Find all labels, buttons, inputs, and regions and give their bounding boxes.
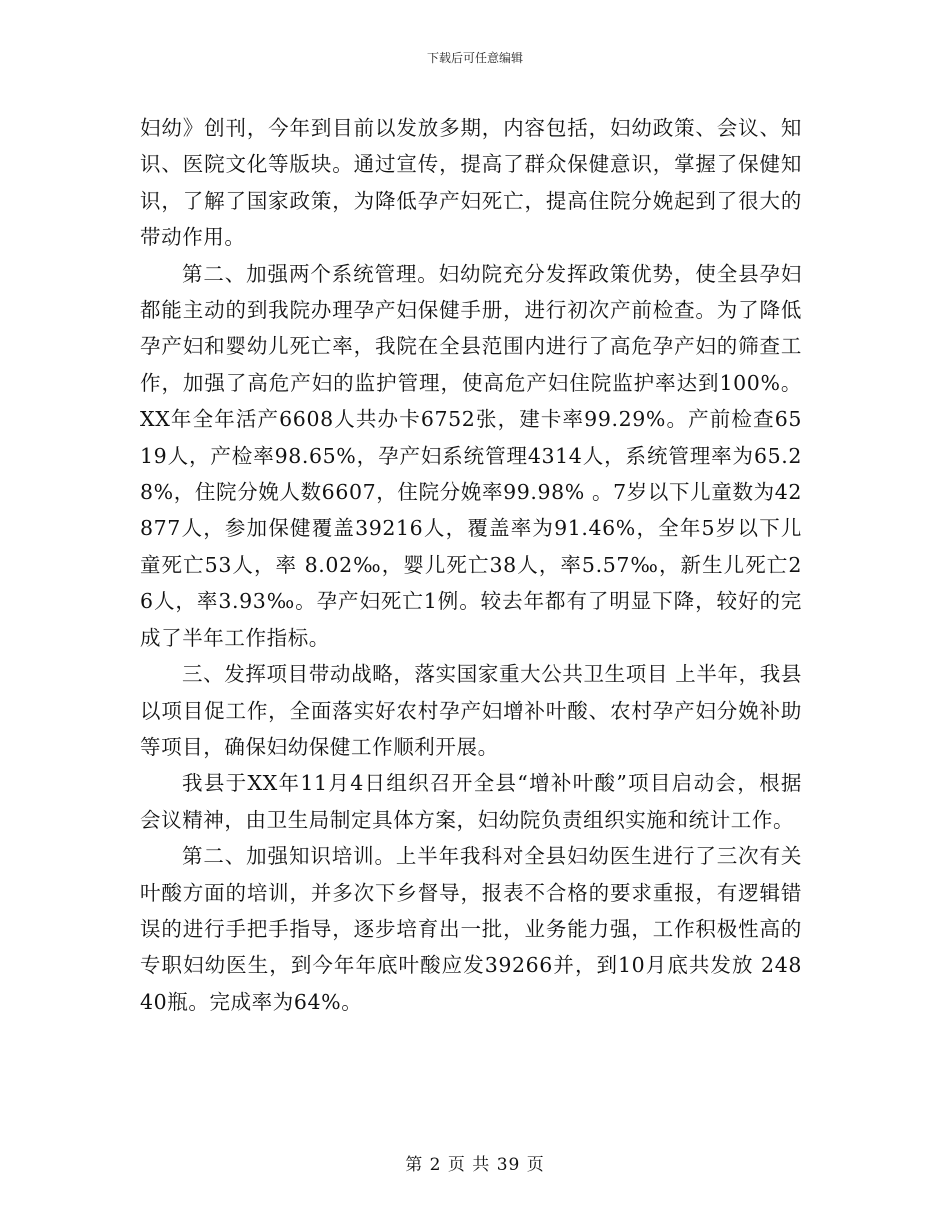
paragraph-3: 三、发挥项目带动战略，落实国家重大公共卫生项目 上半年，我县以项目促工作，全面落实好农村孕产妇增补叶酸、农村孕产妇分娩补助等项目，确保妇幼保健工作顺利开展。 xyxy=(140,662,802,759)
document-body xyxy=(140,110,802,1020)
paragraph-1: 妇幼》创刊，今年到目前以发放多期，内容包括，妇幼政策、会议、知识、医院文化等版块。通过宣传，提高了群众保健意识，掌握了保健知识，了解了国家政策，为降低孕产妇死亡，提高住院分娩起到了很大的带动作用。 xyxy=(140,116,802,250)
page-header: 下载后可任意编辑 xyxy=(426,51,523,65)
paragraph-4: 我县于XX年11月4日组织召开全县“增补叶酸”项目启动会，根据会议精神，由卫生局制定具体方案，妇幼院负责组织实施和统计工作。 xyxy=(140,771,802,832)
page-number-footer: 第 2 页 共 39 页 xyxy=(405,1155,545,1175)
paragraph-5: 第二、加强知识培训。上半年我科对全县妇幼医生进行了三次有关叶酸方面的培训，并多次下乡督导，报表不合格的要求重报，有逻辑错误的进行手把手指导，逐步培育出一批，业务能力强，工作积极性高的专职妇幼医生，到今年年底叶酸应发39266并，到10月底共发放 24840瓶。完成率为64%。 xyxy=(140,844,802,1014)
paragraph-2: 第二、加强两个系统管理。妇幼院充分发挥政策优势，使全县孕妇都能主动的到我院办理孕产妇保健手册，进行初次产前检查。为了降低孕产妇和婴幼儿死亡率，我院在全县范围内进行了高危孕产妇的筛查工作，加强了高危产妇的监护管理，使高危产妇住院监护率达到100%。XX年全年活产6608人共办卡6752张，建卡率99.29%。产前检查6519人，产检率98.65%，孕产妇系统管理4314人，系统管理率为65.28%，住院分娩人数6607，住院分娩率99.98% 。7岁以下儿童数为42877人，参加保健覆盖39216人，覆盖率为91.46%，全年5岁以下儿童死亡53人，率 8.02‰，婴儿死亡38人，率5.57‰，新生儿死亡26人，率3.93‰。孕产妇死亡1例。较去年都有了明显下降，较好的完成了半年工作指标。 xyxy=(140,261,802,650)
